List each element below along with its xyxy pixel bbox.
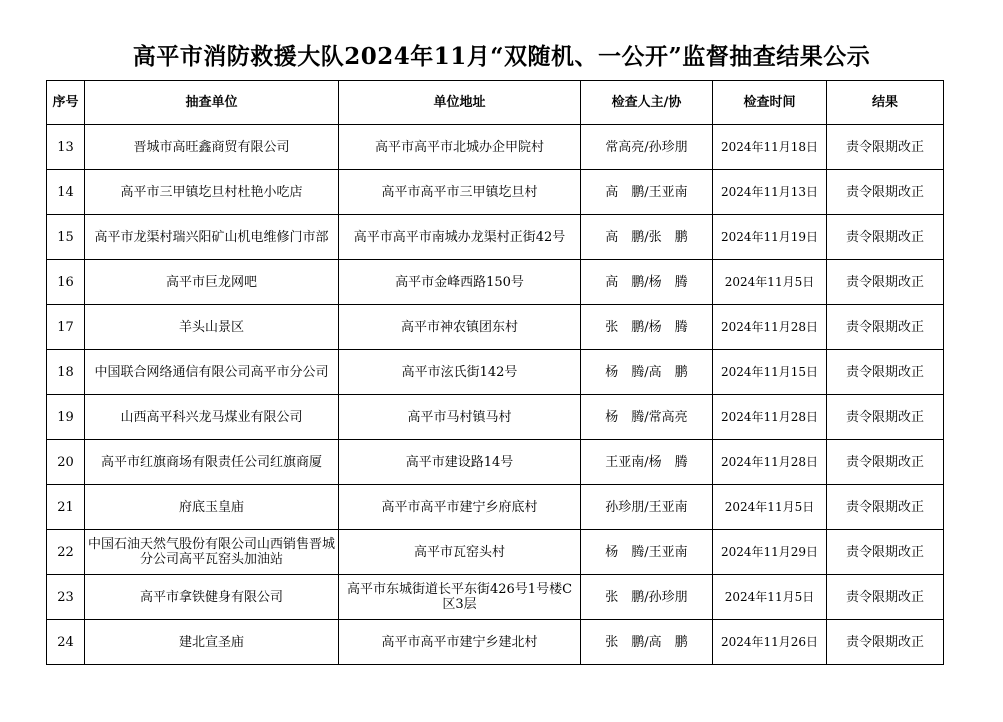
cell-result: 责令限期改正 <box>827 350 944 395</box>
cell-result: 责令限期改正 <box>827 215 944 260</box>
table-body <box>47 125 944 665</box>
cell-result: 责令限期改正 <box>827 305 944 350</box>
cell-address: 高平市瓦窑头村 <box>339 530 581 575</box>
cell-inspector: 张 鹏/孙珍朋 <box>581 575 713 620</box>
cell-result: 责令限期改正 <box>827 170 944 215</box>
cell-result: 责令限期改正 <box>827 440 944 485</box>
cell-address: 高平市马村镇马村 <box>339 395 581 440</box>
cell-result: 责令限期改正 <box>827 125 944 170</box>
table-row <box>47 575 944 620</box>
header-inspector: 检查人主/协 <box>581 81 713 125</box>
cell-date: 2024年11月5日 <box>713 260 827 305</box>
cell-unit: 羊头山景区 <box>85 305 339 350</box>
cell-date: 2024年11月28日 <box>713 305 827 350</box>
table-row <box>47 215 944 260</box>
cell-unit: 建北宣圣庙 <box>85 620 339 665</box>
inspection-results-table <box>46 80 944 665</box>
cell-seq: 24 <box>47 620 85 665</box>
cell-inspector: 张 鹏/杨 腾 <box>581 305 713 350</box>
cell-seq: 15 <box>47 215 85 260</box>
cell-inspector: 高 鹏/王亚南 <box>581 170 713 215</box>
cell-date: 2024年11月13日 <box>713 170 827 215</box>
cell-date: 2024年11月28日 <box>713 440 827 485</box>
cell-inspector: 张 鹏/高 鹏 <box>581 620 713 665</box>
table-row <box>47 305 944 350</box>
table-row <box>47 620 944 665</box>
header-date: 检查时间 <box>713 81 827 125</box>
cell-inspector: 常高亮/孙珍朋 <box>581 125 713 170</box>
cell-result: 责令限期改正 <box>827 260 944 305</box>
cell-result: 责令限期改正 <box>827 620 944 665</box>
header-result: 结果 <box>827 81 944 125</box>
cell-inspector: 孙珍朋/王亚南 <box>581 485 713 530</box>
cell-result: 责令限期改正 <box>827 485 944 530</box>
cell-unit: 高平市龙渠村瑞兴阳矿山机电维修门市部 <box>85 215 339 260</box>
cell-date: 2024年11月5日 <box>713 485 827 530</box>
table-row <box>47 170 944 215</box>
cell-unit: 府底玉皇庙 <box>85 485 339 530</box>
cell-address: 高平市高平市建宁乡府底村 <box>339 485 581 530</box>
cell-address: 高平市泫氏街142号 <box>339 350 581 395</box>
header-address: 单位地址 <box>339 81 581 125</box>
cell-date: 2024年11月15日 <box>713 350 827 395</box>
cell-result: 责令限期改正 <box>827 530 944 575</box>
cell-date: 2024年11月28日 <box>713 395 827 440</box>
cell-unit: 高平市红旗商场有限责任公司红旗商厦 <box>85 440 339 485</box>
cell-unit: 晋城市高旺鑫商贸有限公司 <box>85 125 339 170</box>
cell-inspector: 王亚南/杨 腾 <box>581 440 713 485</box>
table-row <box>47 395 944 440</box>
cell-seq: 14 <box>47 170 85 215</box>
cell-unit: 中国联合网络通信有限公司高平市分公司 <box>85 350 339 395</box>
cell-address: 高平市高平市建宁乡建北村 <box>339 620 581 665</box>
table-row <box>47 485 944 530</box>
table-row <box>47 530 944 575</box>
cell-address: 高平市金峰西路150号 <box>339 260 581 305</box>
cell-date: 2024年11月18日 <box>713 125 827 170</box>
header-seq: 序号 <box>47 81 85 125</box>
cell-address: 高平市神农镇团东村 <box>339 305 581 350</box>
cell-unit: 高平市三甲镇圪旦村杜艳小吃店 <box>85 170 339 215</box>
cell-inspector: 高 鹏/张 鹏 <box>581 215 713 260</box>
cell-date: 2024年11月19日 <box>713 215 827 260</box>
cell-seq: 21 <box>47 485 85 530</box>
cell-seq: 16 <box>47 260 85 305</box>
cell-unit: 中国石油天然气股份有限公司山西销售晋城分公司高平瓦窑头加油站 <box>85 530 339 575</box>
cell-seq: 23 <box>47 575 85 620</box>
table-row <box>47 440 944 485</box>
page-title: 高平市消防救援大队2024年11月“双随机、一公开”监督抽查结果公示 <box>132 43 871 70</box>
cell-date: 2024年11月5日 <box>713 575 827 620</box>
cell-unit: 高平市拿铁健身有限公司 <box>85 575 339 620</box>
cell-unit: 高平市巨龙网吧 <box>85 260 339 305</box>
cell-seq: 20 <box>47 440 85 485</box>
cell-inspector: 杨 腾/高 鹏 <box>581 350 713 395</box>
cell-seq: 18 <box>47 350 85 395</box>
table-row <box>47 260 944 305</box>
cell-address: 高平市高平市南城办龙渠村正街42号 <box>339 215 581 260</box>
cell-address: 高平市高平市三甲镇圪旦村 <box>339 170 581 215</box>
cell-inspector: 杨 腾/常高亮 <box>581 395 713 440</box>
cell-address: 高平市东城街道长平东街426号1号楼C区3层 <box>339 575 581 620</box>
cell-address: 高平市高平市北城办企甲院村 <box>339 125 581 170</box>
cell-result: 责令限期改正 <box>827 575 944 620</box>
cell-inspector: 高 鹏/杨 腾 <box>581 260 713 305</box>
header-unit: 抽查单位 <box>85 81 339 125</box>
table-row <box>47 125 944 170</box>
cell-seq: 13 <box>47 125 85 170</box>
table-header-row <box>47 81 944 125</box>
cell-address: 高平市建设路14号 <box>339 440 581 485</box>
table-row <box>47 350 944 395</box>
cell-seq: 17 <box>47 305 85 350</box>
cell-date: 2024年11月29日 <box>713 530 827 575</box>
cell-date: 2024年11月26日 <box>713 620 827 665</box>
cell-inspector: 杨 腾/王亚南 <box>581 530 713 575</box>
cell-seq: 19 <box>47 395 85 440</box>
cell-seq: 22 <box>47 530 85 575</box>
cell-result: 责令限期改正 <box>827 395 944 440</box>
cell-unit: 山西高平科兴龙马煤业有限公司 <box>85 395 339 440</box>
